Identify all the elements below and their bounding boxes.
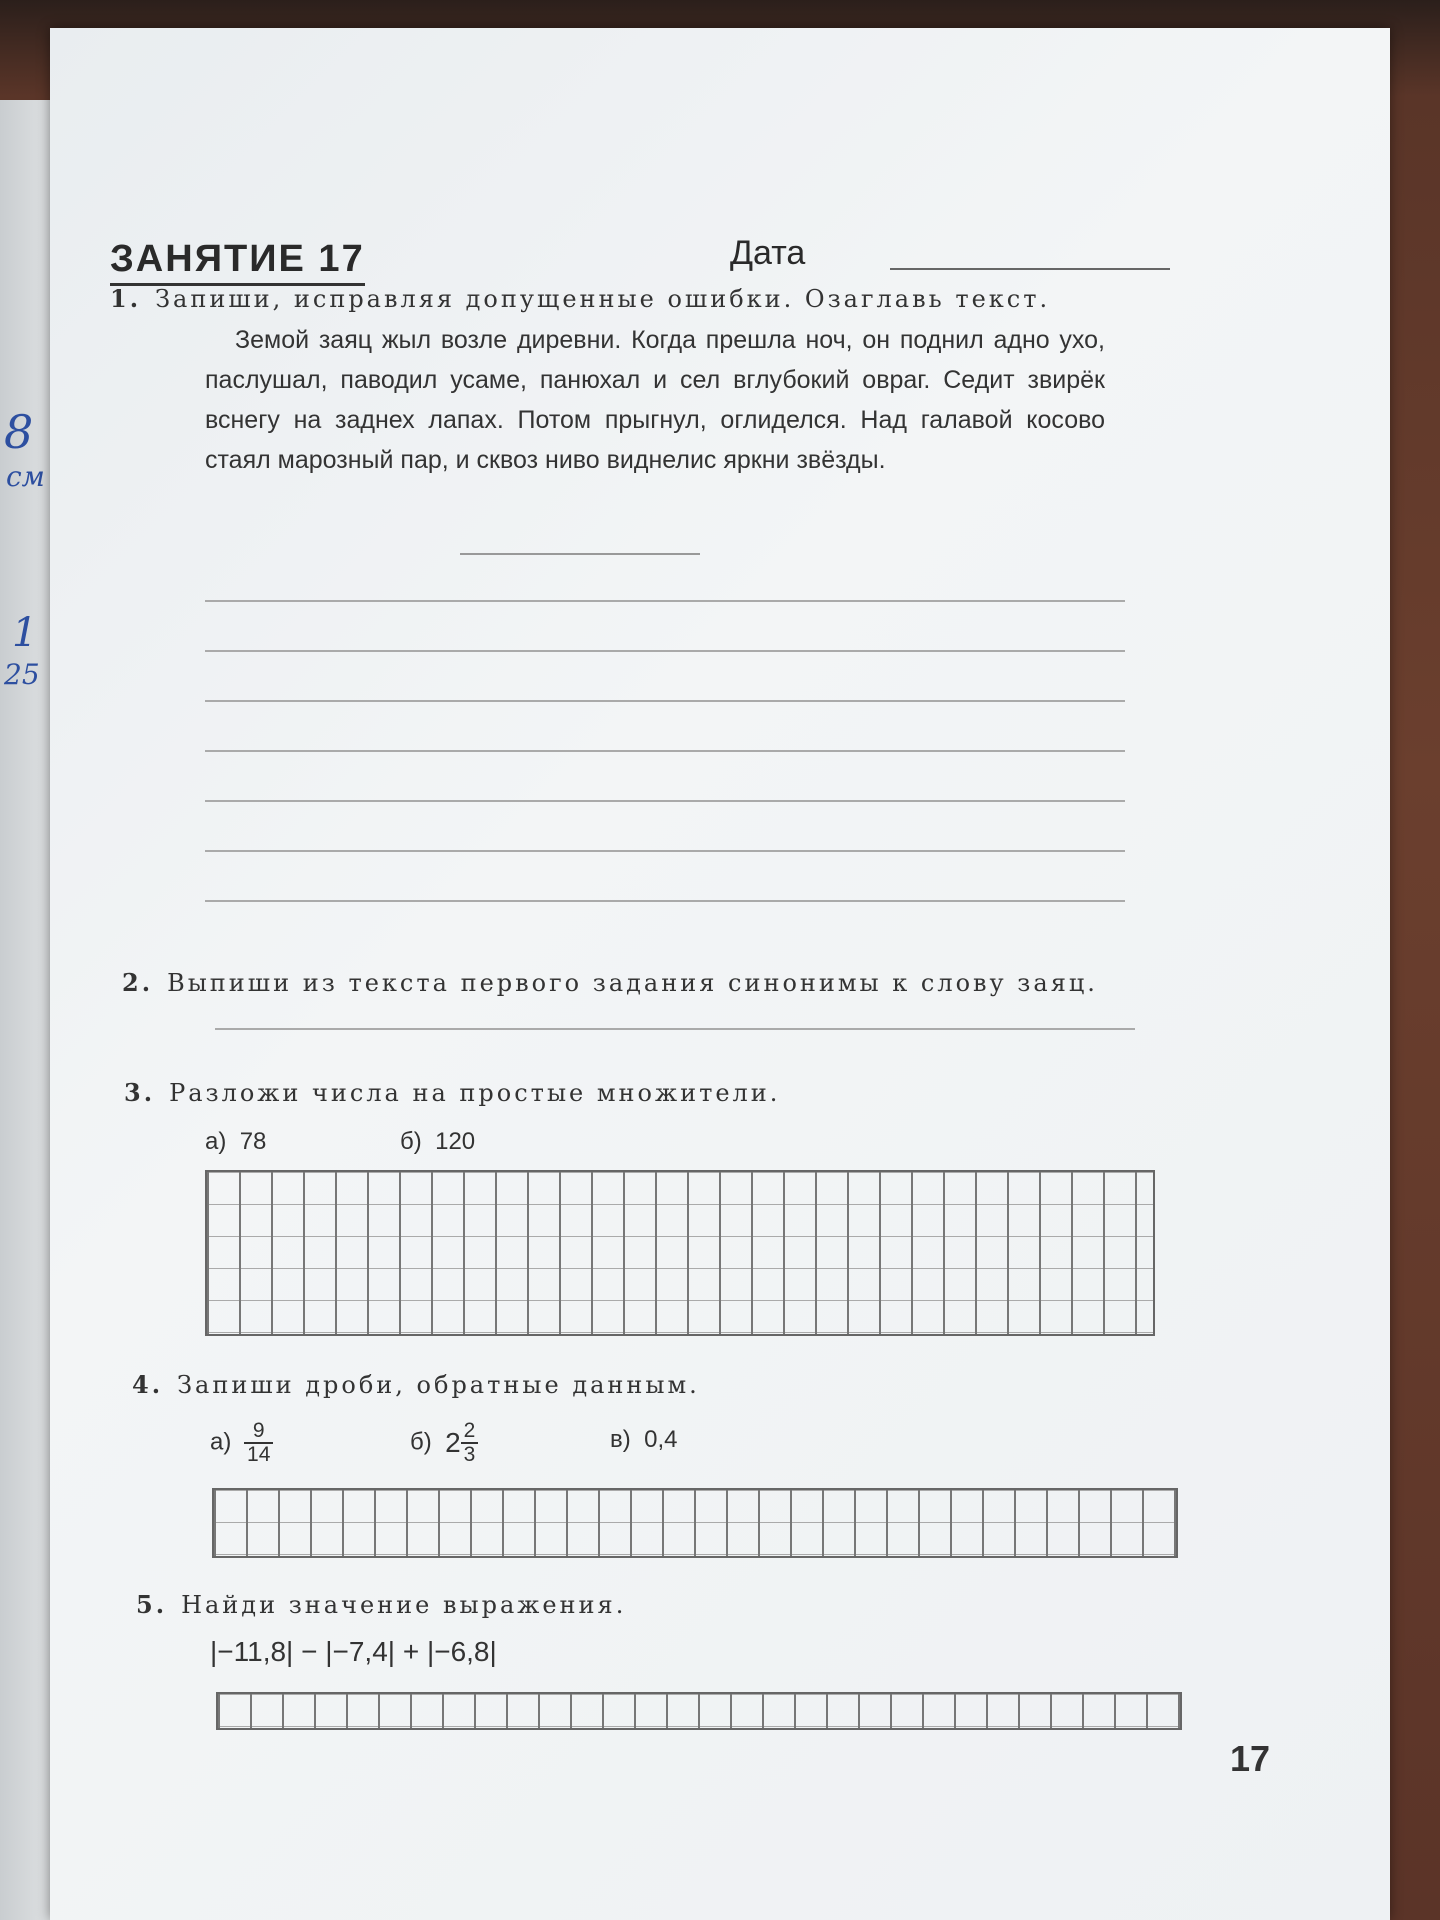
task-2-answer-line[interactable] xyxy=(215,1028,1135,1030)
task-4-instruction xyxy=(132,1370,700,1399)
item-label: а) xyxy=(205,1128,227,1155)
task-number: 3. xyxy=(124,1078,156,1107)
answer-line-5[interactable] xyxy=(205,800,1125,802)
task-3-item-a xyxy=(205,1128,266,1156)
denominator: 14 xyxy=(247,1443,271,1466)
denominator: 3 xyxy=(463,1443,476,1466)
handwritten-note-1: 8 xyxy=(4,405,34,459)
task-text: Выпиши из текста первого задания синонимы к слову заяц. xyxy=(167,969,1098,997)
numerator: 2 xyxy=(461,1420,479,1444)
fraction xyxy=(244,1420,273,1466)
item-value: 78 xyxy=(239,1128,267,1155)
task-4-item-a xyxy=(210,1420,273,1466)
whole-part: 2 xyxy=(445,1427,461,1458)
numerator: 9 xyxy=(244,1420,273,1444)
item-label: б) xyxy=(410,1428,432,1456)
handwritten-note-4: 25 xyxy=(4,658,40,691)
task-text: Разложи числа на простые множители. xyxy=(169,1079,781,1107)
task-1-text xyxy=(205,320,1105,480)
lesson-title: ЗАНЯТИЕ 17 xyxy=(110,238,365,286)
task-number: 4. xyxy=(132,1370,164,1399)
task-number: 2. xyxy=(122,968,154,997)
item-value: 120 xyxy=(435,1128,476,1155)
task-5-expression: |−11,8| − |−7,4| + |−6,8| xyxy=(210,1636,497,1667)
title-answer-line[interactable] xyxy=(460,553,700,555)
handwritten-note-3: 1 xyxy=(12,610,38,656)
item-label: в) xyxy=(610,1426,631,1453)
answer-line-2[interactable] xyxy=(205,650,1125,652)
task-text: Запиши, исправляя допущенные ошибки. Озаглавь текст. xyxy=(155,285,1051,313)
task-5-instruction xyxy=(136,1590,626,1619)
item-label: б) xyxy=(400,1128,422,1155)
answer-line-6[interactable] xyxy=(205,850,1125,852)
task-4-item-b xyxy=(410,1420,478,1466)
task-number: 5. xyxy=(136,1590,168,1619)
erroneous-text: Земой заяц жыл возле диревни. Когда прешла ноч, он поднил адно ухо, паслушал, паводил усаме, панюхал и сел вглубокий овраг. Седит звирёк вснегу на заднех лапах. Потом прыгнул, оглиделся. Над галавой косово стаял марозный пар, и сквоз ниво виднелис яркни звёзды. xyxy=(205,326,1105,474)
handwritten-note-2: см xyxy=(6,460,45,493)
task-4-item-c xyxy=(610,1426,677,1454)
task-number: 1. xyxy=(110,284,142,313)
task-text: Запиши дроби, обратные данным. xyxy=(177,1371,700,1399)
answer-line-4[interactable] xyxy=(205,750,1125,752)
answer-line-1[interactable] xyxy=(205,600,1125,602)
item-value: 0,4 xyxy=(644,1426,678,1453)
task-3-item-b xyxy=(400,1128,475,1156)
task-3-instruction xyxy=(124,1078,780,1107)
item-label: а) xyxy=(210,1428,232,1456)
task-2-instruction xyxy=(122,968,1098,997)
date-input-line[interactable] xyxy=(890,268,1170,270)
task-1-instruction xyxy=(110,284,1050,313)
answer-line-7[interactable] xyxy=(205,900,1125,902)
task-3-answer-grid[interactable] xyxy=(205,1170,1155,1336)
date-label: Дата xyxy=(730,234,806,272)
task-4-answer-grid[interactable] xyxy=(212,1488,1178,1558)
task-5-answer-grid[interactable] xyxy=(216,1692,1182,1730)
task-text: Найди значение выражения. xyxy=(181,1591,627,1619)
workbook-page xyxy=(50,28,1390,1920)
page-number: 17 xyxy=(1229,1738,1270,1779)
fraction xyxy=(461,1420,479,1466)
answer-line-3[interactable] xyxy=(205,700,1125,702)
